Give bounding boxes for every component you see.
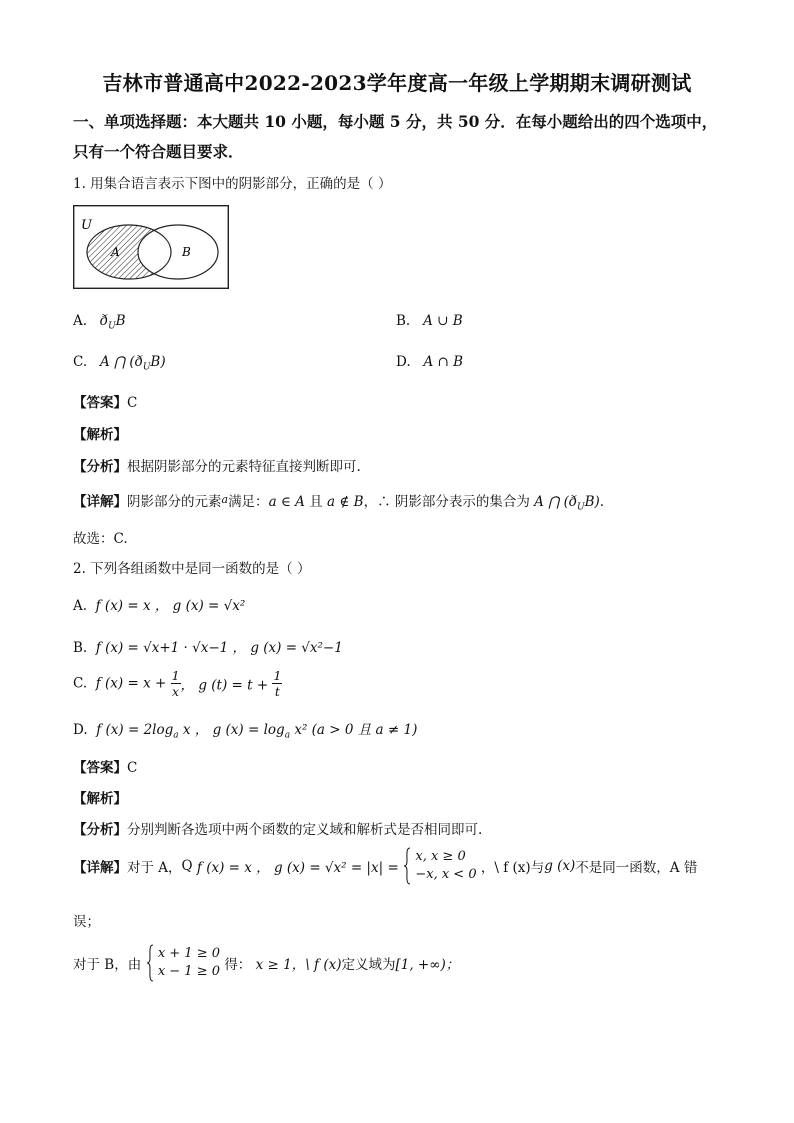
q1-option-d: D. A ∩ B: [396, 354, 464, 370]
q2-xiangjie-b: 对于 B，由 x + 1 ≥ 0 x − 1 ≥ 0 得： x ≥ 1，\ f (x)定义域为[1, +∞)；: [73, 944, 459, 982]
q2-stem: 2. 下列各组函数中是同一函数的是（ ）: [73, 561, 311, 577]
venn-label-b: B: [182, 245, 191, 259]
piecewise-cases: x, x ≥ 0 −x, x < 0: [415, 849, 477, 882]
q1-xiangjie: 【详解】阴影部分的元素$^a$满足：a ∈ A 且 a ∉ B，∴ 阴影部分表示的集合为 A ⋂ $(ð_UB)$.: [73, 493, 605, 513]
q2-jiexi: 【解析】: [73, 791, 127, 807]
q1-stem: 1. 用集合语言表示下图中的阴影部分，正确的是（ ）: [73, 176, 392, 192]
fraction-1-over-t: $\frac{1}{t}$: [273, 668, 282, 699]
q1-option-a: A. $ð_UB$: [73, 313, 126, 332]
section-header-line1: 一、单项选择题：本大题共 10 小题，每小题 5 分，共 50 分．在每小题给出的四个选项中，: [73, 112, 718, 131]
left-brace-icon: [146, 944, 154, 982]
q1-answer: 【答案】C: [73, 395, 138, 411]
q1-option-b: B. A ∪ B: [396, 313, 463, 329]
q2-answer: 【答案】C: [73, 760, 138, 776]
q1-guxuan: 故选：C.: [73, 531, 128, 547]
venn-label-u: U: [81, 218, 92, 233]
venn-diagram: [73, 205, 229, 289]
q2-option-c: C. f (x) = x + $\frac{1}{x}$ ， g (t) = t + $\frac{1}{t}$: [73, 668, 282, 699]
q2-xiangjie-a: 【详解】对于 A，Q f (x) = x ， g (x) = √x² = |x| = x, x ≥ 0 −x, x < 0 ，\ f (x)与g (x)不是同一函数，A 错: [73, 847, 697, 885]
q2-option-a: A. f (x) = x ， g (x) = √x²: [73, 598, 246, 614]
q2-xiangjie-a-wrap: 误；: [73, 914, 100, 930]
q1-jiexi: 【解析】: [73, 427, 127, 443]
system-cases: x + 1 ≥ 0 x − 1 ≥ 0: [157, 946, 221, 979]
page-title: 吉林市普通高中2022-2023学年度高一年级上学期期末调研测试: [102, 71, 692, 95]
fraction-1-over-x: $\frac{1}{x}$: [171, 668, 180, 699]
q1-option-c: C. A ⋂ $(ð_UB)$: [73, 354, 166, 373]
left-brace-icon: [403, 847, 411, 885]
section-header-line2: 只有一个符合题目要求．: [73, 142, 244, 161]
shaded-region: [73, 205, 229, 289]
venn-label-a: A: [111, 245, 120, 259]
q1-fenxi: 【分析】根据阴影部分的元素特征直接判断即可.: [73, 459, 361, 475]
q2-fenxi: 【分析】分别判断各选项中两个函数的定义域和解析式是否相同即可.: [73, 822, 483, 838]
q2-option-d: D. f $(x) = 2\log_a$ x ， g $(x) = \log_a x^2$ (a > 0 且 a ≠ 1): [73, 722, 418, 741]
q2-option-b: B. f (x) = √x+1 · √x−1 ， g (x) = √x²−1: [73, 640, 343, 656]
